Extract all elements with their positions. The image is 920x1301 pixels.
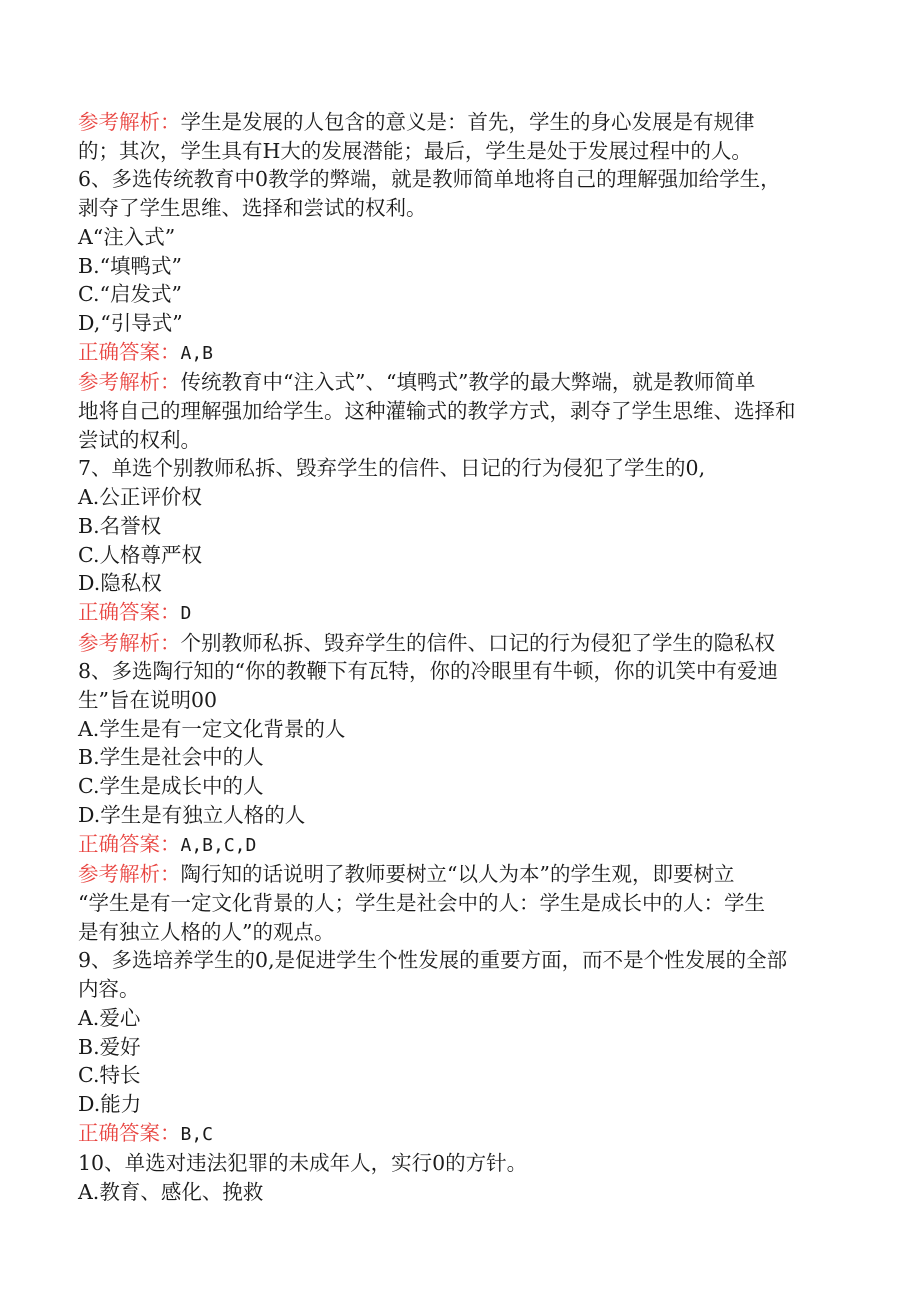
question-6-analysis xyxy=(78,368,838,397)
question-8-answer xyxy=(78,830,838,861)
question-9-option-c: C.特长 xyxy=(78,1063,141,1088)
question-6-option-d: D,“引导式” xyxy=(78,310,183,335)
answer-value: B,C xyxy=(180,1123,214,1145)
question-7-option-d: D.隐私权 xyxy=(78,571,162,596)
question-8-analysis xyxy=(78,860,838,889)
question-9-stem-cont: 内容。 xyxy=(78,977,140,1002)
analysis-label: 参考解析： xyxy=(78,370,181,395)
analysis-text: 学生是发展的人包含的意义是：首先，学生的身心发展是有规律 xyxy=(180,110,755,134)
question-6-option-b: B.“填鸭式” xyxy=(78,253,183,278)
question-7-stem: 7、单选个别教师私拆、毁弃学生的信件、日记的行为侵犯了学生的0, xyxy=(78,456,706,481)
question-8-stem-cont: 生”旨在说明00 xyxy=(78,688,218,713)
analysis-label: 参考解析： xyxy=(78,862,181,887)
analysis-label: 参考解析： xyxy=(78,630,181,655)
question-6-answer xyxy=(78,338,838,369)
question-8-option-d: D.学生是有独立人格的人 xyxy=(78,802,306,827)
question-6-option-c: C.“启发式” xyxy=(78,282,182,307)
question-10-option-a: A.教育、感化、挽救 xyxy=(78,1180,264,1205)
answer-value: A,B xyxy=(180,342,214,364)
document-body xyxy=(78,108,838,1207)
answer-value: A,B,C,D xyxy=(180,834,257,856)
question-9-option-b: B.爱好 xyxy=(78,1034,141,1059)
question-6-analysis-cont: 尝试的权利。 xyxy=(78,427,201,452)
question-8-stem: 8、多选陶行知的“你的教鞭下有瓦特，你的冷眼里有牛顿，你的讥笑中有爱迪 xyxy=(78,659,779,684)
answer-value: D xyxy=(180,602,192,624)
question-8-analysis-cont: “学生是有一定文化背景的人；学生是社会中的人：学生是成长中的人：学生 xyxy=(78,890,765,915)
answer-label: 正确答案： xyxy=(78,831,181,856)
question-9-option-d: D.能力 xyxy=(78,1091,142,1116)
answer-label: 正确答案： xyxy=(78,599,181,624)
question-7-answer xyxy=(78,598,838,629)
analysis-text: 传统教育中“注入式”、“填鸭式”教学的最大弊端，就是教师简单 xyxy=(180,370,756,395)
analysis-line xyxy=(78,108,838,137)
question-8-option-b: B.学生是社会中的人 xyxy=(78,745,264,770)
question-9-stem: 9、多选培养学生的0,是促进学生个性发展的重要方面，而不是个性发展的全部 xyxy=(78,948,788,973)
question-6-analysis-cont: 地将自己的理解强加给学生。这种灌输式的教学方式，剥夺了学生思维、选择和 xyxy=(78,399,796,424)
question-8-analysis-cont: 是有独立人格的人”的观点。 xyxy=(78,919,335,944)
answer-label: 正确答案： xyxy=(78,1120,181,1145)
question-8-option-c: C.学生是成长中的人 xyxy=(78,774,264,799)
question-7-option-c: C.人格尊严权 xyxy=(78,542,202,567)
question-8-option-a: A.学生是有一定文化背景的人 xyxy=(78,716,346,741)
analysis-label: 参考解析： xyxy=(78,110,181,134)
question-7-option-a: A.公正评价权 xyxy=(78,485,202,510)
analysis-text: 陶行知的话说明了教师要树立“以人为本”的学生观，即要树立 xyxy=(180,862,735,887)
question-7-option-b: B.名誉权 xyxy=(78,513,162,538)
analysis-text: 个别教师私拆、毁弃学生的信件、口记的行为侵犯了学生的隐私权 xyxy=(180,630,775,655)
question-10-stem: 10、单选对违法犯罪的未成年人，实行0的方针。 xyxy=(78,1151,528,1176)
analysis-line: 的；其次，学生具有H大的发展潜能；最后，学生是处于发展过程中的人。 xyxy=(78,138,752,163)
question-6-stem: 6、多选传统教育中0教学的弊端，就是教师简单地将自己的理解强加给学生， xyxy=(78,167,781,192)
question-6-option-a: A“注入式” xyxy=(78,224,176,249)
question-9-answer xyxy=(78,1119,838,1150)
question-9-option-a: A.爱心 xyxy=(78,1005,141,1030)
question-7-analysis xyxy=(78,629,838,658)
question-6-stem-cont: 剥夺了学生思维、选择和尝试的权利。 xyxy=(78,196,427,221)
answer-label: 正确答案： xyxy=(78,339,181,364)
